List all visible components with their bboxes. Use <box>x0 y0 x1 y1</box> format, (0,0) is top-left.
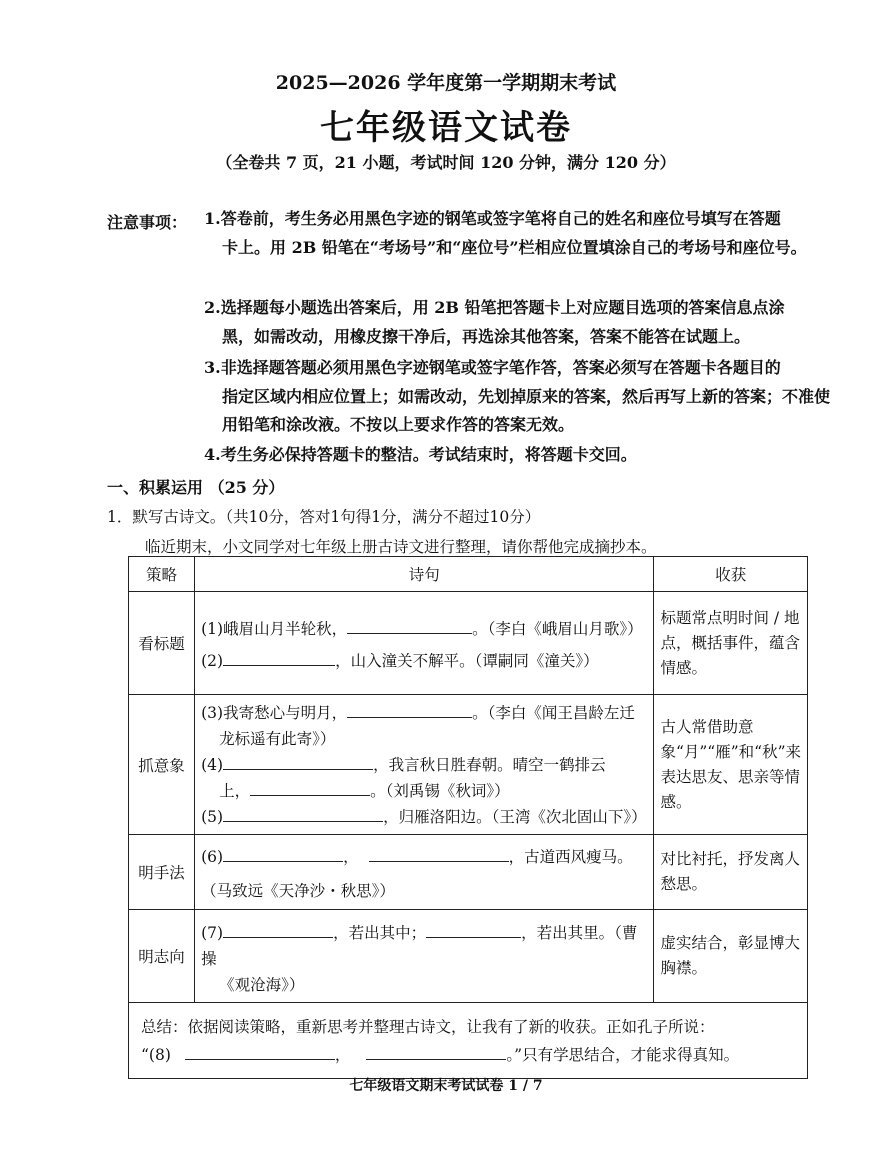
verse-text: ，若出其中； <box>333 924 427 942</box>
answer-blank-9[interactable] <box>223 923 333 938</box>
answer-blank-6[interactable] <box>223 807 383 822</box>
answer-blank-11[interactable] <box>185 1045 335 1060</box>
exam-line: 2025—2026 学年度第一学期期末考试 <box>275 72 617 94</box>
table-row <box>129 695 808 835</box>
note-first-line: 1.答卷前，考生务必用黑色字迹的钢笔或签字笔将自己的姓名和座位号填写在答题 <box>204 209 781 228</box>
poem-table <box>128 556 808 1079</box>
answer-blank-7[interactable] <box>223 847 343 862</box>
strategy-cell: 明手法 <box>129 835 195 910</box>
strategy-cell: 明志向 <box>129 910 195 1003</box>
header-strategy: 策略 <box>129 557 195 592</box>
section-heading: 一、积累运用 （25 分） <box>107 478 285 497</box>
note-item-4 <box>204 441 834 470</box>
table-row <box>129 910 808 1003</box>
strategy-cell: 看标题 <box>129 592 195 695</box>
verse-text: (7) <box>201 924 224 942</box>
verse-text: (4) <box>201 755 224 774</box>
verse-text: ，归雁洛阳边。（王湾《次北固山下》） <box>383 807 647 826</box>
verse-text: ， <box>343 848 359 866</box>
verse-text: 。（李白《闻王昌龄左迁 <box>472 703 635 722</box>
note-item-3 <box>204 354 834 440</box>
verse-text: （马致远《天净沙・秋思》） <box>201 882 395 900</box>
harvest-cell: 对比衬托，抒发离人愁思。 <box>654 835 808 910</box>
verse-text: (2) <box>201 652 224 670</box>
verse-text: 上， <box>219 781 251 800</box>
note-item-2 <box>204 294 834 351</box>
note-continuation: 卡上。用 2B 铅笔在“考场号”和“座位号”栏相应位置填涂自己的考场号和座位号。 <box>222 237 807 257</box>
note-continuation: 指定区域内相应位置上；如需改动，先划掉原来的答案，然后再写上新的答案；不准使用铅笔和涂改液。不按以上要求作答的答案无效。 <box>222 386 831 434</box>
header-harvest: 收获 <box>654 557 808 592</box>
exam-info: （全卷共 7 页，21 小题，考试时间 120 分钟，满分 120 分） <box>216 153 676 172</box>
verse-cell <box>195 695 654 835</box>
notes-label: 注意事项： <box>107 213 188 232</box>
verse-text: 。（李白《峨眉山月歌》） <box>472 620 643 638</box>
summary-text: ， <box>334 1045 351 1064</box>
verse-text: 。（刘禹锡《秋词》） <box>370 781 510 800</box>
paper-title: 七年级语文试卷 <box>320 108 572 148</box>
verse-text: ，古道西风瘦马。 <box>508 848 633 866</box>
answer-blank-3[interactable] <box>347 703 472 718</box>
strategy-cell: 抓意象 <box>129 695 195 835</box>
summary-cell <box>129 1003 808 1079</box>
answer-blank-1[interactable] <box>347 619 472 634</box>
summary-text: 。”只有学思结合，才能求得真知。 <box>506 1045 740 1064</box>
summary-text: 总结：依据阅读策略，重新思考并整理古诗文，让我有了新的收获。正如孔子所说： <box>141 1017 715 1036</box>
verse-text: (1)峨眉山月半轮秋， <box>201 620 348 638</box>
answer-blank-2[interactable] <box>223 651 335 666</box>
verse-cell <box>195 835 654 910</box>
table-row <box>129 835 808 910</box>
verse-cell <box>195 910 654 1003</box>
table-row <box>129 1003 808 1079</box>
harvest-cell: 古人常借助意象“月”“雁”和“秋”来表达思友、思亲等情感。 <box>654 695 808 835</box>
verse-text: (3)我寄愁心与明月， <box>201 703 348 722</box>
table-row <box>129 592 808 695</box>
answer-blank-5[interactable] <box>250 781 370 796</box>
note-item-1 <box>204 205 834 262</box>
note-first-line: 2.选择题每小题选出答案后，用 2B 铅笔把答题卡上对应题目选项的答案信息点涂 <box>204 298 785 317</box>
answer-blank-12[interactable] <box>366 1045 506 1060</box>
answer-blank-8[interactable] <box>369 847 509 862</box>
verse-cell <box>195 592 654 695</box>
verse-text: (6) <box>201 848 224 866</box>
verse-text: ，山入潼关不解平。（谭嗣同《潼关》） <box>335 652 599 670</box>
page-footer: 七年级语文期末考试试卷 1 / 7 <box>349 1078 543 1094</box>
verse-text: (5) <box>201 807 224 826</box>
note-first-line: 4.考生务必保持答题卡的整洁。考试结束时，将答题卡交回。 <box>204 445 637 464</box>
question-intro: 临近期末，小文同学对七年级上册古诗文进行整理，请你帮他完成摘抄本。 <box>145 538 657 556</box>
answer-blank-4[interactable] <box>223 755 373 770</box>
header-verse: 诗句 <box>195 557 654 592</box>
verse-text: 龙标遥有此寄》） <box>219 729 336 748</box>
harvest-cell: 虚实结合，彰显博大胸襟。 <box>654 910 808 1003</box>
summary-text: “(8) <box>141 1045 171 1064</box>
answer-blank-10[interactable] <box>426 923 521 938</box>
verse-text: ，我言秋日胜春朝。晴空一鹤排云 <box>373 755 606 774</box>
note-continuation: 黑，如需改动，用橡皮擦干净后，再选涂其他答案，答案不能答在试题上。 <box>222 326 751 346</box>
note-first-line: 3.非选择题答题必须用黑色字迹钢笔或签字笔作答，答案必须写在答题卡各题目的 <box>204 358 781 377</box>
question-1: 1．默写古诗文。（共10分，答对1句得1分，满分不超过10分） <box>107 508 541 526</box>
verse-text: 《观沧海》） <box>219 976 305 994</box>
verse-text: ，若出其里。（曹操 <box>201 924 638 968</box>
harvest-cell: 标题常点明时间 / 地点，概括事件，蕴含情感。 <box>654 592 808 695</box>
